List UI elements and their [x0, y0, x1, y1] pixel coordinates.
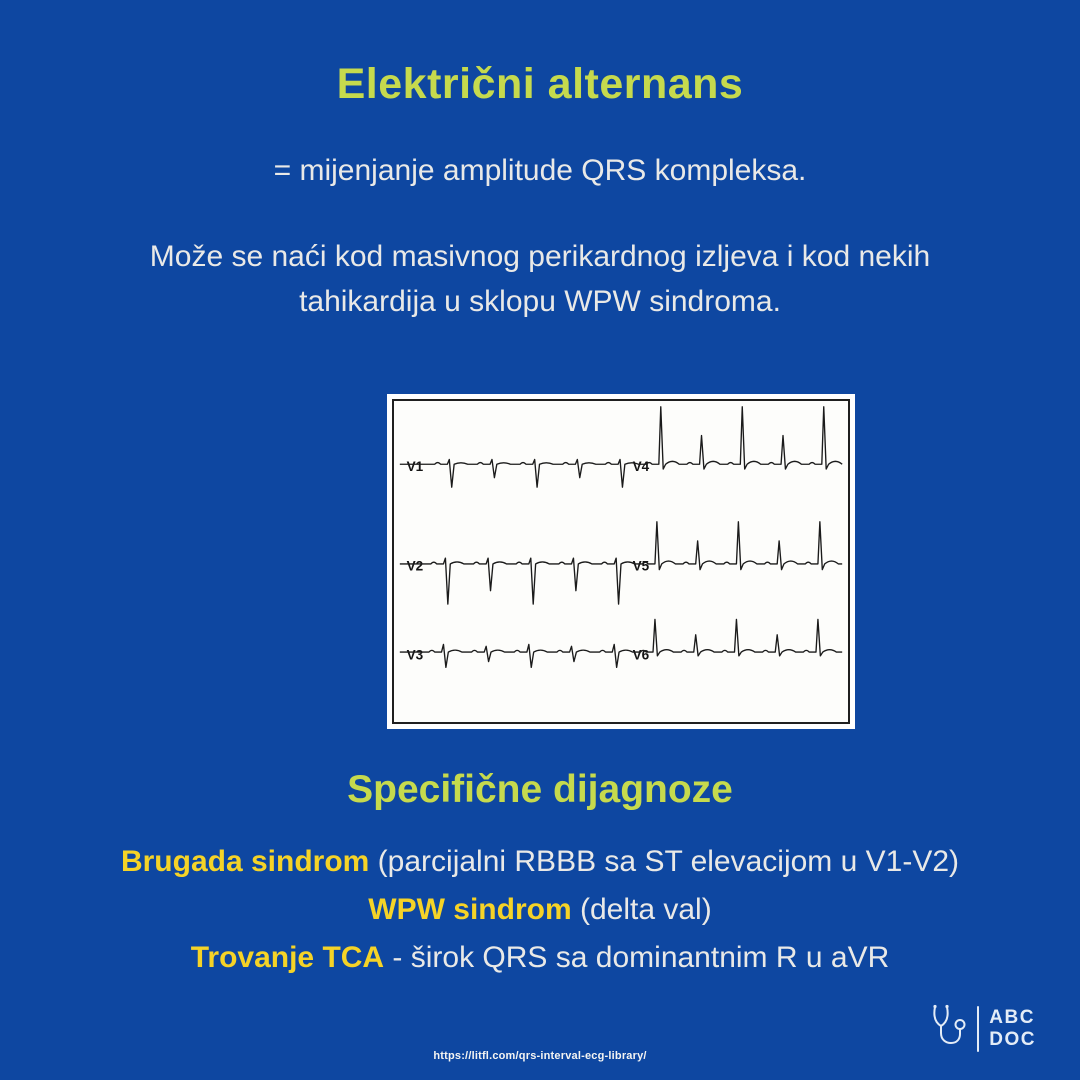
- ecg-lead-label-v5: V5: [632, 558, 650, 574]
- stethoscope-icon: [925, 1003, 967, 1054]
- diagnosis-item-brugada: [20, 838, 1060, 886]
- abcdoc-logo: [925, 1003, 1036, 1054]
- ecg-frame: [392, 399, 850, 724]
- ecg-image: [387, 394, 855, 729]
- context-text: Može se naći kod masivnog perikardnog izljeva i kod nekih tahikardija u sklopu WPW sindroma.: [149, 239, 931, 319]
- diagnosis-detail: (parcijalni RBBB sa ST elevacijom u V1-V2): [369, 845, 960, 878]
- diagnosis-term: WPW sindrom: [368, 893, 572, 926]
- ecg-lead-label-v2: V2: [406, 558, 424, 574]
- logo-divider: [977, 1006, 979, 1052]
- ecg-lead-label-v3: V3: [406, 647, 424, 663]
- diagnosis-item-tca: [20, 934, 1060, 982]
- diagnoses-list: [20, 838, 1060, 982]
- logo-text-line1: ABC: [989, 1006, 1035, 1028]
- page-title: Električni alternans: [336, 60, 744, 108]
- intro-text-block: [90, 148, 990, 325]
- diagnosis-detail: - širok QRS sa dominantnim R u aVR: [384, 941, 890, 974]
- diagnosis-detail: (delta val): [571, 893, 712, 926]
- source-url: https://litfl.com/qrs-interval-ecg-library/: [433, 1050, 647, 1062]
- ecg-lead-label-v1: V1: [406, 459, 424, 474]
- diagnosis-term: Trovanje TCA: [190, 941, 385, 974]
- ecg-traces: [394, 401, 848, 722]
- ecg-lead-label-v4: V4: [632, 459, 650, 474]
- definition-text: = mijenjanje amplitude QRS kompleksa.: [273, 154, 807, 187]
- ecg-lead-label-v6: V6: [632, 647, 650, 663]
- section-title: Specifične dijagnoze: [347, 768, 733, 811]
- logo-text: [989, 1007, 1036, 1051]
- diagnosis-term: Brugada sindrom: [120, 845, 370, 878]
- logo-text-line2: DOC: [989, 1028, 1036, 1050]
- diagnosis-item-wpw: [20, 886, 1060, 934]
